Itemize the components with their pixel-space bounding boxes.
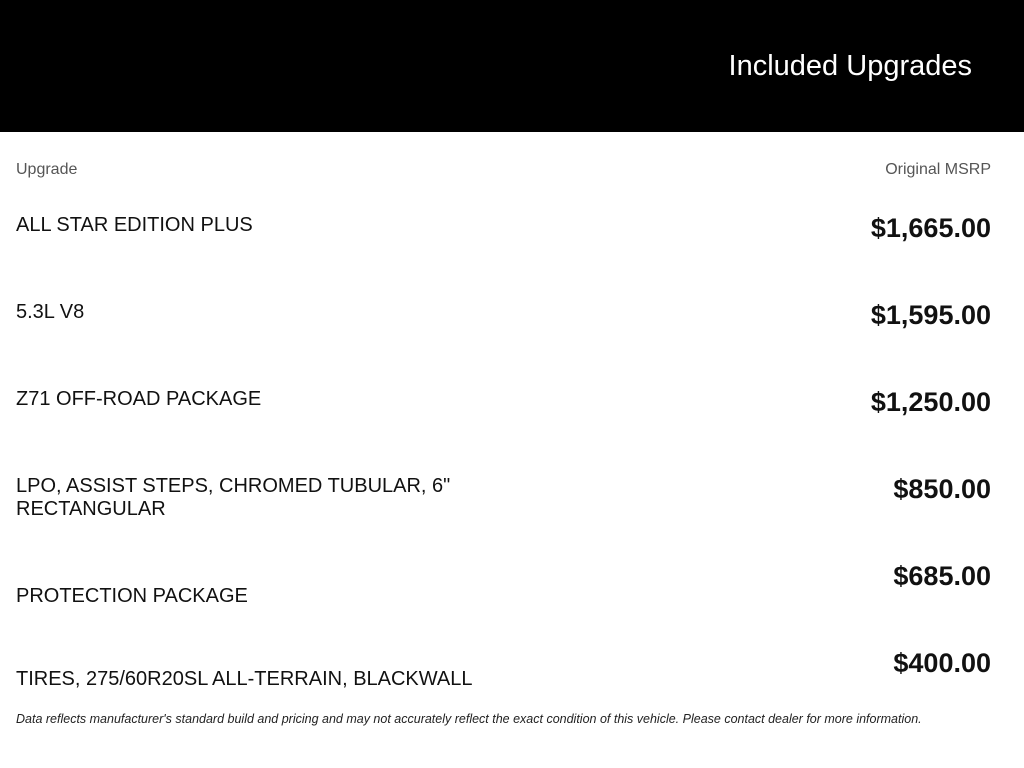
upgrade-name: ALL STAR EDITION PLUS: [16, 214, 253, 236]
upgrade-price: $400.00: [893, 648, 991, 678]
upgrade-row: [0, 471, 1024, 558]
upgrade-row: [0, 558, 1024, 645]
upgrade-row: [0, 384, 1024, 471]
column-header-upgrade: Upgrade: [16, 161, 78, 178]
upgrade-row: [0, 297, 1024, 384]
upgrade-price: $685.00: [893, 561, 991, 591]
upgrade-price: $850.00: [893, 474, 991, 504]
header-bar: [0, 0, 1024, 132]
page-title: Included Upgrades: [728, 50, 972, 82]
disclaimer-text: Data reflects manufacturer's standard build and pricing and may not accurately reflect the exact condition of this vehicle. Please contact dealer for more information.: [16, 712, 922, 726]
upgrade-row: [0, 210, 1024, 297]
upgrade-price: $1,665.00: [870, 213, 991, 243]
upgrade-name: TIRES, 275/60R20SL ALL-TERRAIN, BLACKWALL: [16, 668, 473, 690]
upgrade-price: $1,595.00: [870, 300, 991, 330]
upgrades-list: [0, 210, 1024, 732]
upgrade-name: 5.3L V8: [16, 301, 85, 323]
upgrade-price: $1,250.00: [870, 387, 991, 417]
column-header-msrp: Original MSRP: [885, 161, 991, 178]
upgrade-name: PROTECTION PACKAGE: [16, 585, 248, 607]
upgrade-name: LPO, ASSIST STEPS, CHROMED TUBULAR, 6" RECTANGULAR: [16, 475, 451, 520]
upgrade-name: Z71 OFF-ROAD PACKAGE: [16, 388, 262, 410]
